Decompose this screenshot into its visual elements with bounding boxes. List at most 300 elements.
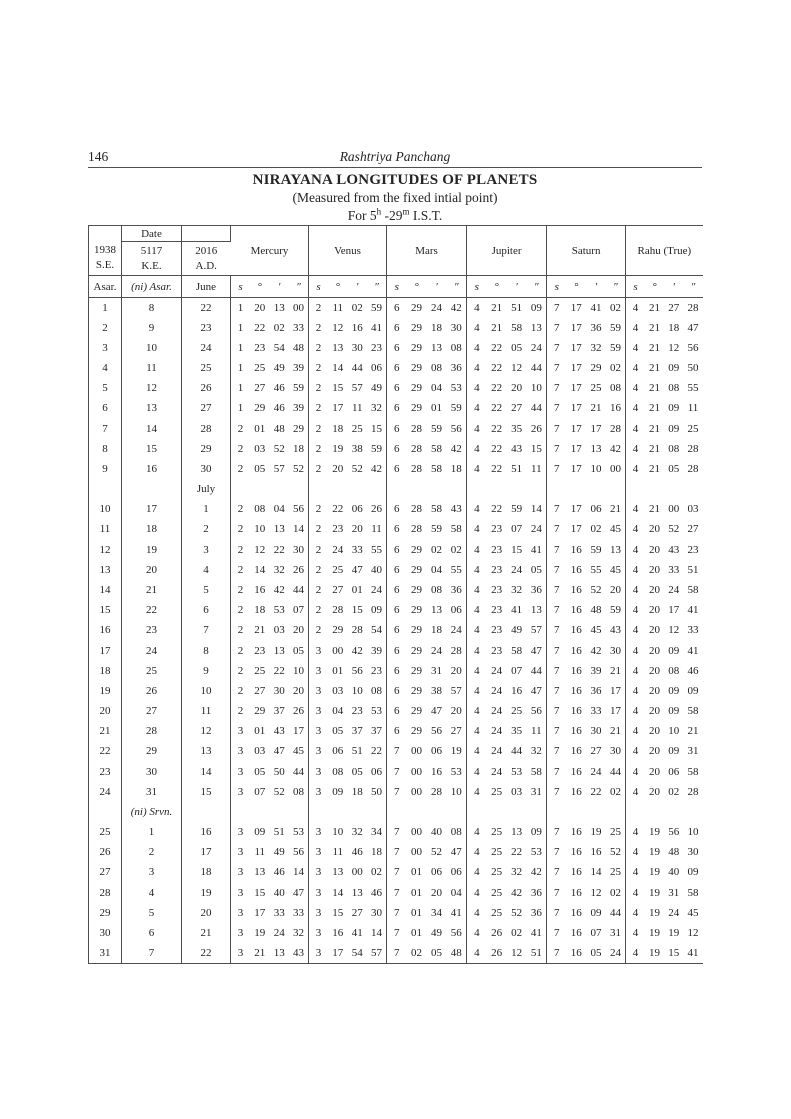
cell: 4: [632, 926, 639, 939]
cell: 20: [649, 624, 660, 637]
cell: 02: [367, 862, 387, 882]
cell: 52: [273, 442, 285, 455]
cell: 1: [237, 341, 244, 354]
cell: 24: [527, 519, 547, 539]
cell: 09: [668, 422, 680, 435]
cell: 4: [632, 745, 639, 758]
cell: 4: [474, 462, 480, 475]
unit-symbol: s: [231, 276, 251, 298]
cell: 16: [570, 826, 582, 839]
cell: 6: [394, 442, 400, 455]
cell-ad: 19: [182, 882, 231, 902]
cell: 53: [447, 378, 467, 398]
cell: 15: [332, 906, 344, 919]
cell: 6: [394, 301, 400, 314]
cell-ke: 11: [122, 358, 182, 378]
cell: 46: [273, 382, 285, 395]
cell: 42: [511, 886, 523, 899]
cell-empty: [250, 802, 270, 822]
cell: 7: [553, 321, 560, 334]
cell: 22: [590, 785, 602, 798]
cell: 30: [447, 318, 467, 338]
cell: 4: [474, 785, 480, 798]
cell: 20: [511, 382, 523, 395]
cell: 03: [511, 785, 523, 798]
cell: 44: [289, 580, 309, 600]
cell: 3: [315, 866, 322, 879]
cell: 24: [491, 684, 503, 697]
cell: 6: [394, 462, 400, 475]
cell-ad: 22: [182, 298, 231, 318]
cell-se: 22: [89, 741, 122, 761]
cell: 13: [606, 540, 626, 560]
cell: 50: [273, 765, 285, 778]
cell: 4: [474, 563, 480, 576]
cell: 32: [527, 741, 547, 761]
cell: 38: [351, 442, 363, 455]
cell: 28: [687, 462, 699, 475]
cell: 59: [367, 439, 387, 459]
time-reference-line: [88, 208, 702, 224]
cell: 48: [590, 604, 602, 617]
cell: 14: [289, 519, 309, 539]
cell: 09: [668, 362, 680, 375]
cell: 3: [315, 664, 322, 677]
cell: 56: [289, 842, 309, 862]
cell: 17: [570, 523, 582, 536]
cell: 16: [570, 664, 582, 677]
cell-se: 11: [89, 519, 122, 539]
cell: 56: [447, 419, 467, 439]
cell: 20: [649, 563, 660, 576]
cell: 25: [351, 422, 363, 435]
cell: 56: [289, 499, 309, 519]
cell: 17: [332, 402, 344, 415]
era-abbr: S.E.: [95, 259, 115, 272]
cell-ad: 3: [182, 540, 231, 560]
cell: 28: [411, 442, 423, 455]
cell: 4: [474, 442, 480, 455]
cell: 19: [332, 442, 344, 455]
cell: 42: [447, 298, 467, 318]
cell: 34: [367, 822, 387, 842]
cell: 3: [237, 866, 244, 879]
table-row: [89, 378, 703, 398]
cell: 08: [431, 362, 443, 375]
cell: 29: [254, 402, 266, 415]
cell-ke: 31: [122, 782, 182, 802]
unit-symbol: °: [328, 276, 348, 298]
cell: 4: [632, 886, 639, 899]
cell: 48: [273, 422, 285, 435]
cell: 29: [411, 402, 423, 415]
cell: 10: [447, 782, 467, 802]
cell: 3: [237, 826, 244, 839]
cell: 36: [447, 358, 467, 378]
cell: 22: [273, 543, 285, 556]
cell: 51: [527, 943, 547, 963]
cell: 7: [553, 604, 560, 617]
cell: 2: [237, 604, 244, 617]
cell: 28: [411, 422, 423, 435]
cell: 29: [411, 644, 423, 657]
cell-empty: [289, 802, 309, 822]
cell-ke: 24: [122, 640, 182, 660]
cell-empty: [407, 479, 427, 499]
cell: 41: [590, 301, 602, 314]
cell: 29: [411, 705, 423, 718]
cell: 24: [491, 664, 503, 677]
cell: 41: [687, 604, 699, 617]
cell: 43: [668, 543, 680, 556]
cell: 52: [289, 459, 309, 479]
unit-symbol: ″: [367, 276, 387, 298]
cell: 30: [351, 341, 363, 354]
cell: 23: [491, 644, 503, 657]
cell: 27: [687, 523, 699, 536]
cell-se: 6: [89, 398, 122, 418]
era-unit-label: June: [182, 276, 231, 298]
cell-ke: 19: [122, 540, 182, 560]
longitudes-table: [88, 225, 703, 964]
cell: 44: [351, 362, 363, 375]
cell: 16: [332, 926, 344, 939]
cell: 58: [511, 321, 523, 334]
cell-ke: 10: [122, 338, 182, 358]
cell: 05: [351, 765, 363, 778]
cell: 24: [431, 301, 443, 314]
cell: 21: [649, 362, 660, 375]
cell: 17: [570, 442, 582, 455]
cell: 17: [570, 503, 582, 516]
cell: 05: [431, 946, 443, 959]
table-row: [89, 358, 703, 378]
cell: 2: [315, 301, 322, 314]
cell: 7: [553, 341, 560, 354]
cell: 41: [527, 923, 547, 943]
cell: 22: [491, 402, 503, 415]
cell: 59: [590, 543, 602, 556]
cell: 7: [394, 745, 400, 758]
cell: 44: [606, 903, 626, 923]
cell: 3: [315, 684, 322, 697]
cell-ke: 26: [122, 681, 182, 701]
cell: 08: [668, 442, 680, 455]
cell-ke: 21: [122, 580, 182, 600]
cell: 09: [687, 684, 699, 697]
cell-se: 30: [89, 923, 122, 943]
cell: 12: [668, 341, 680, 354]
cell-se: 26: [89, 842, 122, 862]
time-post: I.S.T.: [409, 208, 443, 223]
cell: 3: [315, 826, 322, 839]
cell: 7: [394, 846, 400, 859]
cell: 19: [447, 741, 467, 761]
cell: 43: [447, 499, 467, 519]
era-year: 1938: [94, 244, 116, 257]
cell: 53: [527, 842, 547, 862]
cell: 04: [431, 563, 443, 576]
cell: 11: [254, 846, 266, 859]
cell: 25: [491, 826, 503, 839]
cell: 08: [447, 338, 467, 358]
cell: 09: [367, 600, 387, 620]
cell: 57: [527, 620, 547, 640]
cell-empty: [664, 479, 683, 499]
cell: 6: [394, 422, 400, 435]
cell: 00: [606, 459, 626, 479]
cell-empty: [89, 226, 122, 242]
cell-empty: [387, 479, 407, 499]
cell: 16: [570, 946, 582, 959]
cell-empty: [683, 802, 702, 822]
cell: 6: [394, 725, 400, 738]
cell-empty: [645, 479, 664, 499]
units-row: [89, 276, 703, 298]
cell: 17: [570, 341, 582, 354]
cell: 20: [289, 620, 309, 640]
cell: 57: [351, 382, 363, 395]
cell: 3: [315, 926, 322, 939]
cell: 4: [632, 785, 639, 798]
cell: 06: [431, 866, 443, 879]
cell: 6: [394, 705, 400, 718]
cell: 21: [687, 725, 699, 738]
cell: 29: [411, 321, 423, 334]
era-header-ad: [182, 242, 231, 276]
cell: 26: [491, 946, 503, 959]
page-subtitle: (Measured from the fixed intial point): [292, 190, 498, 205]
cell: 22: [332, 503, 344, 516]
cell: 53: [273, 604, 285, 617]
cell: 21: [491, 321, 503, 334]
cell: 01: [411, 926, 423, 939]
cell: 17: [570, 402, 582, 415]
table-row: [89, 620, 703, 640]
cell-ad: 4: [182, 560, 231, 580]
cell: 3: [315, 765, 322, 778]
cell: 18: [289, 439, 309, 459]
cell: 20: [649, 543, 660, 556]
cell-empty: [547, 479, 567, 499]
cell: 20: [649, 745, 660, 758]
cell: 12: [511, 362, 523, 375]
cell: 16: [570, 785, 582, 798]
cell: 00: [411, 826, 423, 839]
cell: 4: [474, 664, 480, 677]
cell: 4: [474, 543, 480, 556]
cell: 05: [590, 946, 602, 959]
cell: 54: [367, 620, 387, 640]
cell: 18: [431, 624, 443, 637]
cell-se: 12: [89, 540, 122, 560]
cell: 23: [332, 523, 344, 536]
cell: 3: [315, 725, 322, 738]
table-row: [89, 600, 703, 620]
cell: 4: [474, 301, 480, 314]
table-row: [89, 519, 703, 539]
cell-se: 7: [89, 419, 122, 439]
cell: 21: [649, 301, 660, 314]
cell: 40: [367, 560, 387, 580]
cell: 17: [590, 422, 602, 435]
cell: 25: [332, 563, 344, 576]
cell: 45: [590, 624, 602, 637]
unit-symbol: ′: [270, 276, 290, 298]
cell: 18: [254, 604, 266, 617]
cell: 24: [668, 906, 680, 919]
cell-empty: [507, 479, 527, 499]
cell: 22: [273, 664, 285, 677]
running-title: Rashtriya Panchang: [339, 149, 451, 164]
cell-empty: [626, 479, 645, 499]
cell: 13: [273, 946, 285, 959]
cell: 3: [237, 745, 244, 758]
cell: 36: [527, 882, 547, 902]
cell-ke: 27: [122, 701, 182, 721]
cell: 7: [394, 886, 400, 899]
cell: 07: [590, 926, 602, 939]
minute-superscript: m: [402, 206, 410, 217]
cell: 22: [491, 462, 503, 475]
cell: 43: [289, 943, 309, 963]
cell: 7: [553, 725, 560, 738]
cell: 23: [491, 543, 503, 556]
cell: 21: [649, 382, 660, 395]
cell: 55: [590, 563, 602, 576]
cell: 03: [254, 745, 266, 758]
cell: 30: [687, 846, 699, 859]
cell-ad: 12: [182, 721, 231, 741]
cell: 28: [351, 624, 363, 637]
cell: 7: [553, 583, 560, 596]
cell: 24: [332, 543, 344, 556]
cell: 55: [447, 560, 467, 580]
cell: 18: [668, 321, 680, 334]
header-rule: [88, 167, 702, 168]
cell: 01: [351, 583, 363, 596]
cell: 29: [411, 563, 423, 576]
cell: 4: [632, 321, 639, 334]
cell: 00: [411, 765, 423, 778]
cell: 06: [367, 761, 387, 781]
cell: 53: [289, 822, 309, 842]
cell-se: 16: [89, 620, 122, 640]
cell: 6: [394, 644, 400, 657]
cell: 14: [527, 499, 547, 519]
cell: 4: [632, 583, 639, 596]
cell: 17: [570, 301, 582, 314]
cell-empty: [407, 802, 427, 822]
cell-empty: [309, 479, 329, 499]
cell-empty: [467, 479, 487, 499]
cell: 59: [606, 318, 626, 338]
cell: 37: [367, 721, 387, 741]
cell: 13: [590, 442, 602, 455]
cell-ke: 28: [122, 721, 182, 741]
cell-empty: [348, 479, 368, 499]
cell: 16: [570, 543, 582, 556]
cell: 09: [527, 822, 547, 842]
cell: 42: [447, 439, 467, 459]
cell-ke: 30: [122, 761, 182, 781]
cell: 47: [447, 842, 467, 862]
cell: 3: [237, 946, 244, 959]
cell: 3: [237, 906, 244, 919]
cell-empty: [89, 479, 122, 499]
cell: 4: [474, 624, 480, 637]
cell: 15: [511, 543, 523, 556]
cell: 20: [447, 661, 467, 681]
table-row: [89, 882, 703, 902]
cell: 22: [254, 321, 266, 334]
cell-ke: 2: [122, 842, 182, 862]
cell: 17: [254, 906, 266, 919]
planet-header-saturn: Saturn: [547, 226, 626, 276]
cell: 25: [491, 846, 503, 859]
cell: 16: [511, 684, 523, 697]
cell: 30: [606, 640, 626, 660]
cell: 06: [431, 745, 443, 758]
cell: 59: [289, 378, 309, 398]
table-row: [89, 701, 703, 721]
cell: 44: [606, 761, 626, 781]
table-row: [89, 318, 703, 338]
cell: 16: [570, 926, 582, 939]
cell: 40: [273, 886, 285, 899]
cell: 31: [431, 664, 443, 677]
cell: 23: [491, 563, 503, 576]
cell: 56: [431, 725, 443, 738]
cell: 54: [351, 946, 363, 959]
cell-empty: [348, 802, 368, 822]
cell: 01: [431, 402, 443, 415]
cell: 21: [606, 661, 626, 681]
cell: 06: [447, 600, 467, 620]
cell: 4: [474, 321, 480, 334]
cell-se: 2: [89, 318, 122, 338]
cell: 13: [527, 318, 547, 338]
cell: 22: [491, 382, 503, 395]
table-row: [89, 782, 703, 802]
cell: 59: [431, 523, 443, 536]
unit-symbol: s: [547, 276, 567, 298]
cell: 49: [273, 362, 285, 375]
cell: 4: [474, 866, 480, 879]
cell-se: 27: [89, 862, 122, 882]
planet-header-mars: Mars: [387, 226, 467, 276]
cell-ad: 10: [182, 681, 231, 701]
cell: 13: [332, 866, 344, 879]
cell: 10: [687, 826, 699, 839]
cell: 24: [606, 943, 626, 963]
section-row: [89, 802, 703, 822]
cell: 1: [237, 402, 244, 415]
cell: 16: [351, 321, 363, 334]
cell: 09: [668, 402, 680, 415]
cell: 15: [527, 439, 547, 459]
cell: 2: [237, 503, 244, 516]
cell: 23: [491, 583, 503, 596]
table-row: [89, 943, 703, 963]
cell: 03: [254, 442, 266, 455]
era-year: 2016: [195, 244, 218, 257]
date-header: Date: [122, 226, 182, 242]
cell: 05: [332, 725, 344, 738]
cell-empty: [447, 802, 467, 822]
cell: 10: [332, 826, 344, 839]
cell: 3: [315, 846, 322, 859]
